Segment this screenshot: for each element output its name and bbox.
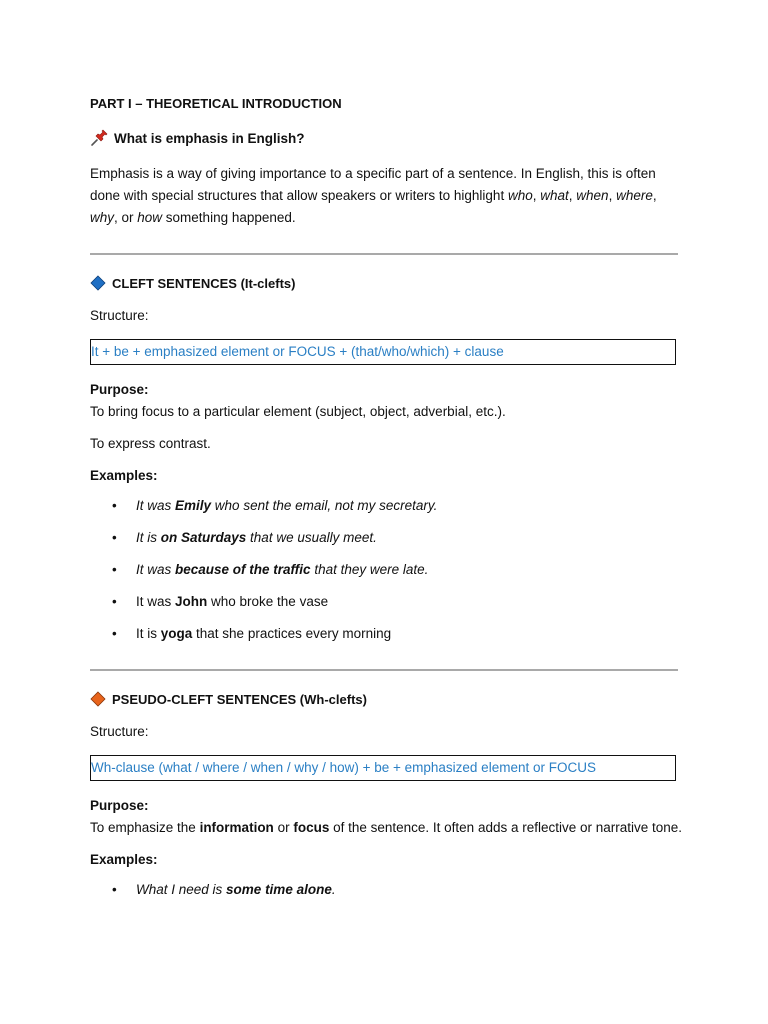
example-focus: John (175, 594, 208, 609)
pushpin-icon (90, 129, 108, 147)
cleft-structure-box (90, 339, 676, 365)
intro-sep: , (652, 188, 657, 203)
intro-word-why: why (90, 210, 115, 225)
example-focus: because of the traffic (175, 562, 311, 577)
example-text: that they were late. (310, 562, 429, 577)
cleft-examples-label: Examples: (90, 468, 158, 483)
example-text: It is (136, 626, 161, 641)
list-item (90, 591, 686, 623)
cleft-structure-formula: It + be + emphasized element or FOCUS + (that/who/which) + clause (91, 344, 504, 359)
orange-diamond-icon (90, 691, 106, 707)
purpose-bold-focus: focus (293, 820, 330, 835)
section-divider (90, 253, 678, 255)
example-text: It is (136, 530, 161, 545)
pseudo-structure-label: Structure: (90, 724, 149, 739)
list-item (90, 879, 686, 911)
purpose-bold-information: information (199, 820, 274, 835)
example-focus: yoga (160, 626, 193, 641)
intro-word-when: when (576, 188, 609, 203)
pseudo-purpose-text (90, 817, 686, 839)
intro-word-who: who (507, 188, 533, 203)
example-text: It was (136, 562, 176, 577)
list-item (90, 495, 686, 527)
list-item (90, 527, 686, 559)
example-focus: Emily (175, 498, 212, 513)
intro-paragraph (90, 163, 686, 229)
example-text: What I need is (136, 882, 227, 897)
intro-text: Emphasis is a way of giving importance to a specific part of a sentence. In English, this is often done with special structures that allow speakers or writers to highlight (90, 166, 656, 203)
example-text: It was (136, 498, 176, 513)
question-text: What is emphasis in English? (114, 130, 305, 146)
purpose-text: of the sentence. It often adds a reflective or narrative tone. (329, 820, 683, 835)
intro-sep: , (532, 188, 541, 203)
bullet: • (112, 594, 117, 609)
section-divider (90, 669, 678, 671)
example-text: It was (136, 594, 176, 609)
list-item (90, 623, 686, 655)
example-text: who broke the vase (207, 594, 329, 609)
cleft-examples-list (90, 495, 686, 655)
pseudo-purpose-label: Purpose: (90, 798, 149, 813)
cleft-purpose-2: To express contrast. (90, 436, 211, 451)
bullet: • (112, 562, 117, 577)
cleft-section-title (90, 275, 686, 291)
document-page (90, 96, 686, 925)
cleft-purpose-1: To bring focus to a particular element (subject, object, adverbial, etc.). (90, 404, 506, 419)
purpose-text: To emphasize the (90, 820, 200, 835)
question-heading (90, 129, 686, 147)
list-item (90, 559, 686, 591)
cleft-structure-label: Structure: (90, 308, 149, 323)
example-text: that we usually meet. (246, 530, 377, 545)
purpose-text: or (273, 820, 294, 835)
intro-sep: , or (114, 210, 138, 225)
intro-word-where: where (616, 188, 653, 203)
intro-sep: , (568, 188, 577, 203)
cleft-title-text: CLEFT SENTENCES (It-clefts) (112, 275, 296, 291)
example-text: who sent the email, not my secretary. (211, 498, 438, 513)
example-text: . (331, 882, 336, 897)
part-heading: PART I – THEORETICAL INTRODUCTION (90, 96, 342, 111)
example-focus: some time alone (226, 882, 332, 897)
pseudo-examples-list (90, 879, 686, 911)
pseudo-examples-label: Examples: (90, 852, 158, 867)
blue-diamond-icon (90, 275, 106, 291)
example-text: that she practices every morning (192, 626, 392, 641)
bullet: • (112, 530, 117, 545)
intro-word-how: how (137, 210, 163, 225)
example-focus: on Saturdays (160, 530, 247, 545)
pseudo-title-text: PSEUDO-CLEFT SENTENCES (Wh-clefts) (112, 691, 367, 707)
bullet: • (112, 882, 117, 897)
pseudo-structure-formula: Wh-clause (what / where / when / why / how) + be + emphasized element or FOCUS (91, 760, 596, 775)
intro-word-what: what (540, 188, 569, 203)
intro-text-end: something happened. (162, 210, 296, 225)
pseudo-section-title (90, 691, 686, 707)
intro-sep: , (608, 188, 617, 203)
cleft-purpose-label: Purpose: (90, 382, 149, 397)
pseudo-structure-box (90, 755, 676, 781)
bullet: • (112, 626, 117, 641)
bullet: • (112, 498, 117, 513)
